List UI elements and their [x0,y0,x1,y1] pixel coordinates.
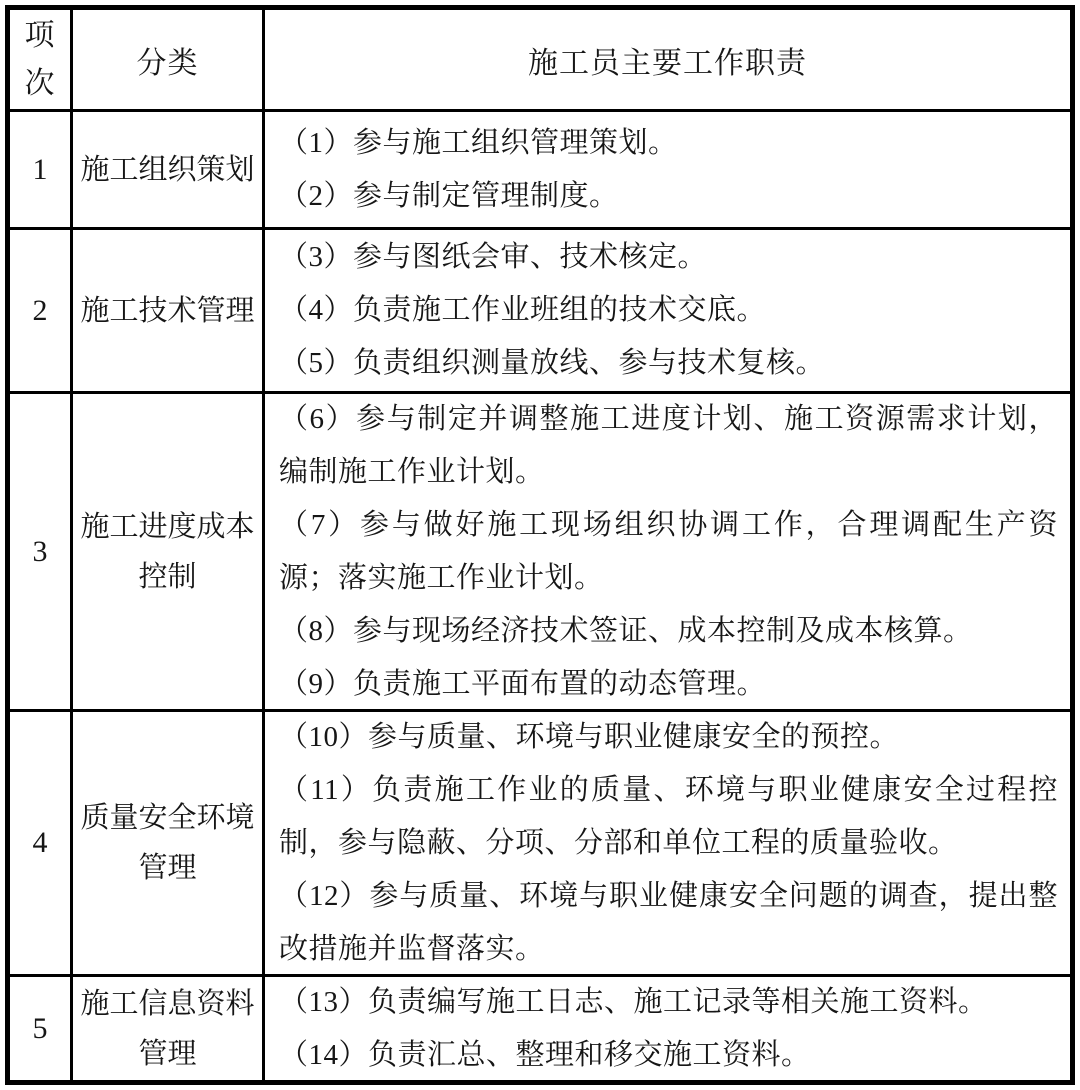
row5-duties [265,977,1070,1080]
duty-item: （8）参与现场经济技术签证、成本控制及成本核算。 [279,614,973,647]
duty-item: （10）参与质量、环境与职业健康安全的预控。 [279,720,900,753]
duty-item: （5）负责组织测量放线、参与技术复核。 [279,347,826,379]
duty-item: （2）参与制定管理制度。 [279,179,619,212]
row4-category: 质量安全环境 管理 [73,712,265,977]
header-category-label: 分类 [136,46,199,80]
row1-number: 1 [10,112,73,230]
header-cell-category [73,10,265,112]
row2-number: 2 [10,230,73,394]
row3-number: 3 [10,394,73,712]
row2-duties [265,230,1070,394]
duty-item: （3）参与图纸会审、技术核定。 [279,241,708,273]
duty-item: （12）参与质量、环境与职业健康安全问题的调查，提出整改措施并监督落实。 [279,879,1058,965]
row4-number: 4 [10,712,73,977]
row2-category: 施工技术管理 [73,230,265,394]
duty-item: （11）负责施工作业的质量、环境与职业健康安全过程控制，参与隐蔽、分项、分部和单位工程的质量验收。 [279,773,1058,859]
responsibilities-table [5,5,1075,1085]
duty-item: （1）参与施工组织管理策划。 [279,126,678,159]
duty-item: （7）参与做好施工现场组织协调工作，合理调配生产资源；落实施工作业计划。 [279,508,1058,594]
header-cell-item-no [10,10,73,112]
header-cell-duties [265,10,1070,112]
duty-item: （13）负责编写施工日志、施工记录等相关施工资料。 [279,985,988,1018]
duty-item: （9）负责施工平面布置的动态管理。 [279,667,767,700]
header-duties-label: 施工员主要工作职责 [528,46,807,80]
table-grid [10,10,1070,1080]
duty-item: （14）负责汇总、整理和移交施工资料。 [279,1038,811,1071]
row3-category: 施工进度成本 控制 [73,394,265,712]
header-item-no-label: 项 次 [24,18,56,100]
row1-category: 施工组织策划 [73,112,265,230]
row5-category: 施工信息资料 管理 [73,977,265,1080]
row1-duties [265,112,1070,230]
row3-duties [265,394,1070,712]
duty-item: （4）负责施工作业班组的技术交底。 [279,294,767,326]
row4-duties [265,712,1070,977]
row5-number: 5 [10,977,73,1080]
duty-item: （6）参与制定并调整施工进度计划、施工资源需求计划，编制施工作业计划。 [279,402,1058,488]
